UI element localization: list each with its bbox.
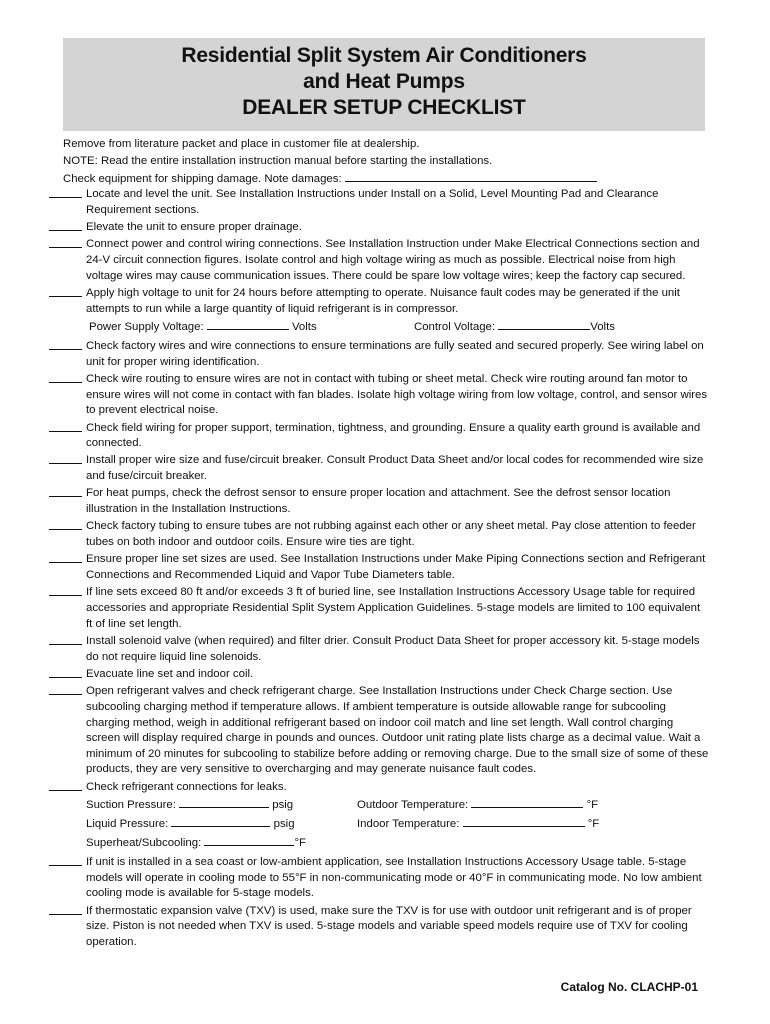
checklist-item <box>49 421 709 452</box>
checklist-item <box>49 237 709 284</box>
check-blank[interactable] <box>49 529 82 530</box>
check-blank[interactable] <box>49 562 82 563</box>
check-blank[interactable] <box>49 247 82 248</box>
outdoor-temperature-label: Outdoor Temperature: <box>357 799 469 812</box>
item-text: Evacuate line set and indoor coil. <box>86 667 254 680</box>
superheat-unit: °F <box>294 837 306 850</box>
checklist-item <box>49 904 709 951</box>
check-blank[interactable] <box>49 349 82 350</box>
title-line-3: DEALER SETUP CHECKLIST <box>242 96 526 119</box>
liquid-pressure-field[interactable] <box>171 815 270 827</box>
damages-field[interactable] <box>345 170 597 182</box>
suction-pressure-field[interactable] <box>179 796 269 808</box>
outdoor-temperature <box>357 796 598 815</box>
power-voltage <box>86 318 414 337</box>
item-text: Locate and level the unit. See Installation Instructions under Install on a Solid, Level Mounting Pad and Clearance Requirement sections. <box>86 188 659 216</box>
control-voltage <box>414 318 615 337</box>
item-text: Elevate the unit to ensure proper drainage. <box>86 220 302 233</box>
title-line-1: Residential Split System Air Conditioners <box>181 44 587 67</box>
outdoor-temperature-unit: °F <box>586 799 599 812</box>
item-text: Check factory wires and wire connections to ensure terminations are fully seated and secured properly. See wiring label on unit for proper wiring identification. <box>86 339 704 368</box>
power-voltage-unit: Volts <box>291 321 317 334</box>
indoor-temperature-unit: °F <box>587 818 600 831</box>
pressure-row-1 <box>86 796 709 815</box>
power-voltage-field[interactable] <box>207 318 289 330</box>
item-text: Connect power and control wiring connections. See Installation Instruction under Make Electrical Connections section and 24-V circuit connection figures. Isolate control and high voltage wiring as much as possible. Electrical noise from high voltage wires may cause communication issues. There could be spare low voltage wires; keep the factory cap secured. <box>86 238 700 282</box>
superheat-label: Superheat/Subcooling: <box>86 837 202 850</box>
superheat-field[interactable] <box>204 834 294 846</box>
outdoor-temperature-field[interactable] <box>471 796 583 808</box>
check-equipment-label: Check equipment for shipping damage. Note damages: <box>63 173 342 185</box>
control-voltage-field[interactable] <box>498 318 590 330</box>
checklist-item <box>49 855 709 902</box>
checklist-item <box>49 372 709 419</box>
check-blank[interactable] <box>49 694 82 695</box>
checklist <box>49 187 709 952</box>
check-blank[interactable] <box>49 865 82 866</box>
suction-pressure <box>86 796 357 815</box>
indoor-temperature <box>357 815 599 834</box>
liquid-pressure <box>86 815 357 834</box>
intro-check-equipment <box>63 170 597 188</box>
checklist-item <box>49 684 709 778</box>
check-blank[interactable] <box>49 790 82 791</box>
check-blank[interactable] <box>49 677 82 678</box>
document-header <box>63 38 705 131</box>
superheat-subcooling <box>86 834 306 853</box>
check-blank[interactable] <box>49 644 82 645</box>
item-text: Check field wiring for proper support, termination, tightness, and grounding. Ensure a quality earth ground is available and connected. <box>86 421 701 450</box>
checklist-item <box>49 667 709 683</box>
title-line-2: and Heat Pumps <box>303 70 465 93</box>
item-text: Install solenoid valve (when required) and filter drier. Consult Product Data Sheet for proper accessory kit. 5-stage models do not require liquid line solenoids. <box>86 635 700 663</box>
checklist-item <box>49 780 709 854</box>
indoor-temperature-field[interactable] <box>463 815 585 827</box>
intro-remove: Remove from literature packet and place in customer file at dealership. <box>63 138 420 150</box>
item-text: If unit is installed in a sea coast or low-ambient application, see Installation Instructions Accessory Usage table. 5-stage models will operate in cooling mode to 55°F in non-communicating mode or 40°F in communicating mode. No low ambient cooling mode is available for 5-stage models. <box>86 856 702 900</box>
voltage-row <box>86 318 709 337</box>
item-text: If thermostatic expansion valve (TXV) is used, make sure the TXV is for use with outdoor unit refrigerant and is of proper size. Piston is not needed when TXV is used. 5-stage models and variable speed models require use of TXV for cooling operation. <box>86 904 692 948</box>
item-text: Check wire routing to ensure wires are not in contact with tubing or sheet metal. Check wire routing around fan motor to ensure wires will not come in contact with fan blades. Isolate high voltage wiring from low voltage, control, and sensor wires to prevent electrical noise. <box>86 372 708 417</box>
indoor-temperature-label: Indoor Temperature: <box>357 818 460 831</box>
item-text: Ensure proper line set sizes are used. See Installation Instructions under Make Piping Connections section and Refrigerant Connections and Recommended Liquid and Vapor Tube Diameters table. <box>86 553 706 582</box>
liquid-pressure-unit: psig <box>273 818 295 831</box>
item-text: Install proper wire size and fuse/circuit breaker. Consult Product Data Sheet and/or local codes for recommended wire size and fuse/circuit breaker. <box>86 454 704 483</box>
checklist-item <box>49 453 709 484</box>
check-blank[interactable] <box>49 496 82 497</box>
check-blank[interactable] <box>49 296 82 297</box>
pressure-row-2 <box>86 815 709 834</box>
checklist-item <box>49 339 709 370</box>
check-blank[interactable] <box>49 197 82 198</box>
item-text: Check refrigerant connections for leaks. <box>86 780 287 793</box>
suction-pressure-label: Suction Pressure: <box>86 799 176 812</box>
item-text: Check factory tubing to ensure tubes are not rubbing against each other or any sheet metal. Pay close attention to feeder tubes on both indoor and outdoor coils. Ensure wire ties are tight. <box>86 520 696 549</box>
item-text: Apply high voltage to unit for 24 hours before attempting to operate. Nuisance fault codes may be generated if the unit attempts to run while a large quantity of liquid refrigerant is in compressor. <box>86 286 680 315</box>
item-text: If line sets exceed 80 ft and/or exceeds 3 ft of buried line, see Installation Instructions Accessory Usage table for required accessories and appropriate Residential Split System Application Guidelines. 5-stage models are limited to 100 equivalent ft of line set length. <box>86 586 701 630</box>
check-blank[interactable] <box>49 230 82 231</box>
suction-pressure-unit: psig <box>272 799 294 812</box>
checklist-item <box>49 220 709 236</box>
power-voltage-label: Power Supply Voltage: <box>89 321 204 334</box>
checklist-item <box>49 552 709 583</box>
checklist-item <box>49 585 709 632</box>
control-voltage-unit: Volts <box>590 321 615 334</box>
check-blank[interactable] <box>49 595 82 596</box>
check-blank[interactable] <box>49 463 82 464</box>
liquid-pressure-label: Liquid Pressure: <box>86 818 169 831</box>
check-blank[interactable] <box>49 914 82 915</box>
pressure-row-3 <box>86 834 709 853</box>
checklist-item <box>49 519 709 550</box>
item-text: For heat pumps, check the defrost sensor to ensure proper location and attachment. See the defrost sensor location illustration in the Installation Instructions. <box>86 487 671 516</box>
check-blank[interactable] <box>49 382 82 383</box>
check-blank[interactable] <box>49 431 82 432</box>
checklist-item <box>49 187 709 218</box>
intro-note: NOTE: Read the entire installation instruction manual before starting the installations. <box>63 155 493 167</box>
checklist-item <box>49 634 709 665</box>
control-voltage-label: Control Voltage: <box>414 321 496 334</box>
checklist-item <box>49 486 709 517</box>
item-text: Open refrigerant valves and check refrigerant charge. See Installation Instructions under Check Charge section. Use subcooling charging method if temperature allows. If ambient temperature is outside allowable range for subcooling charging method, weigh in additional refrigerant based on indoor coil match and line set length. Wall control charging screen will display required charge in pounds and ounces. Outdoor unit rating plate lists charge as a decimal value. Wait a minimum of 20 minutes for subcooling to stabilize before adding or removing charge. Due to the small size of some of these products, they are very sensitive to overcharging and may generate nuisance fault codes. <box>86 685 709 776</box>
catalog-number: Catalog No. CLACHP-01 <box>560 980 698 994</box>
checklist-item <box>49 286 709 337</box>
